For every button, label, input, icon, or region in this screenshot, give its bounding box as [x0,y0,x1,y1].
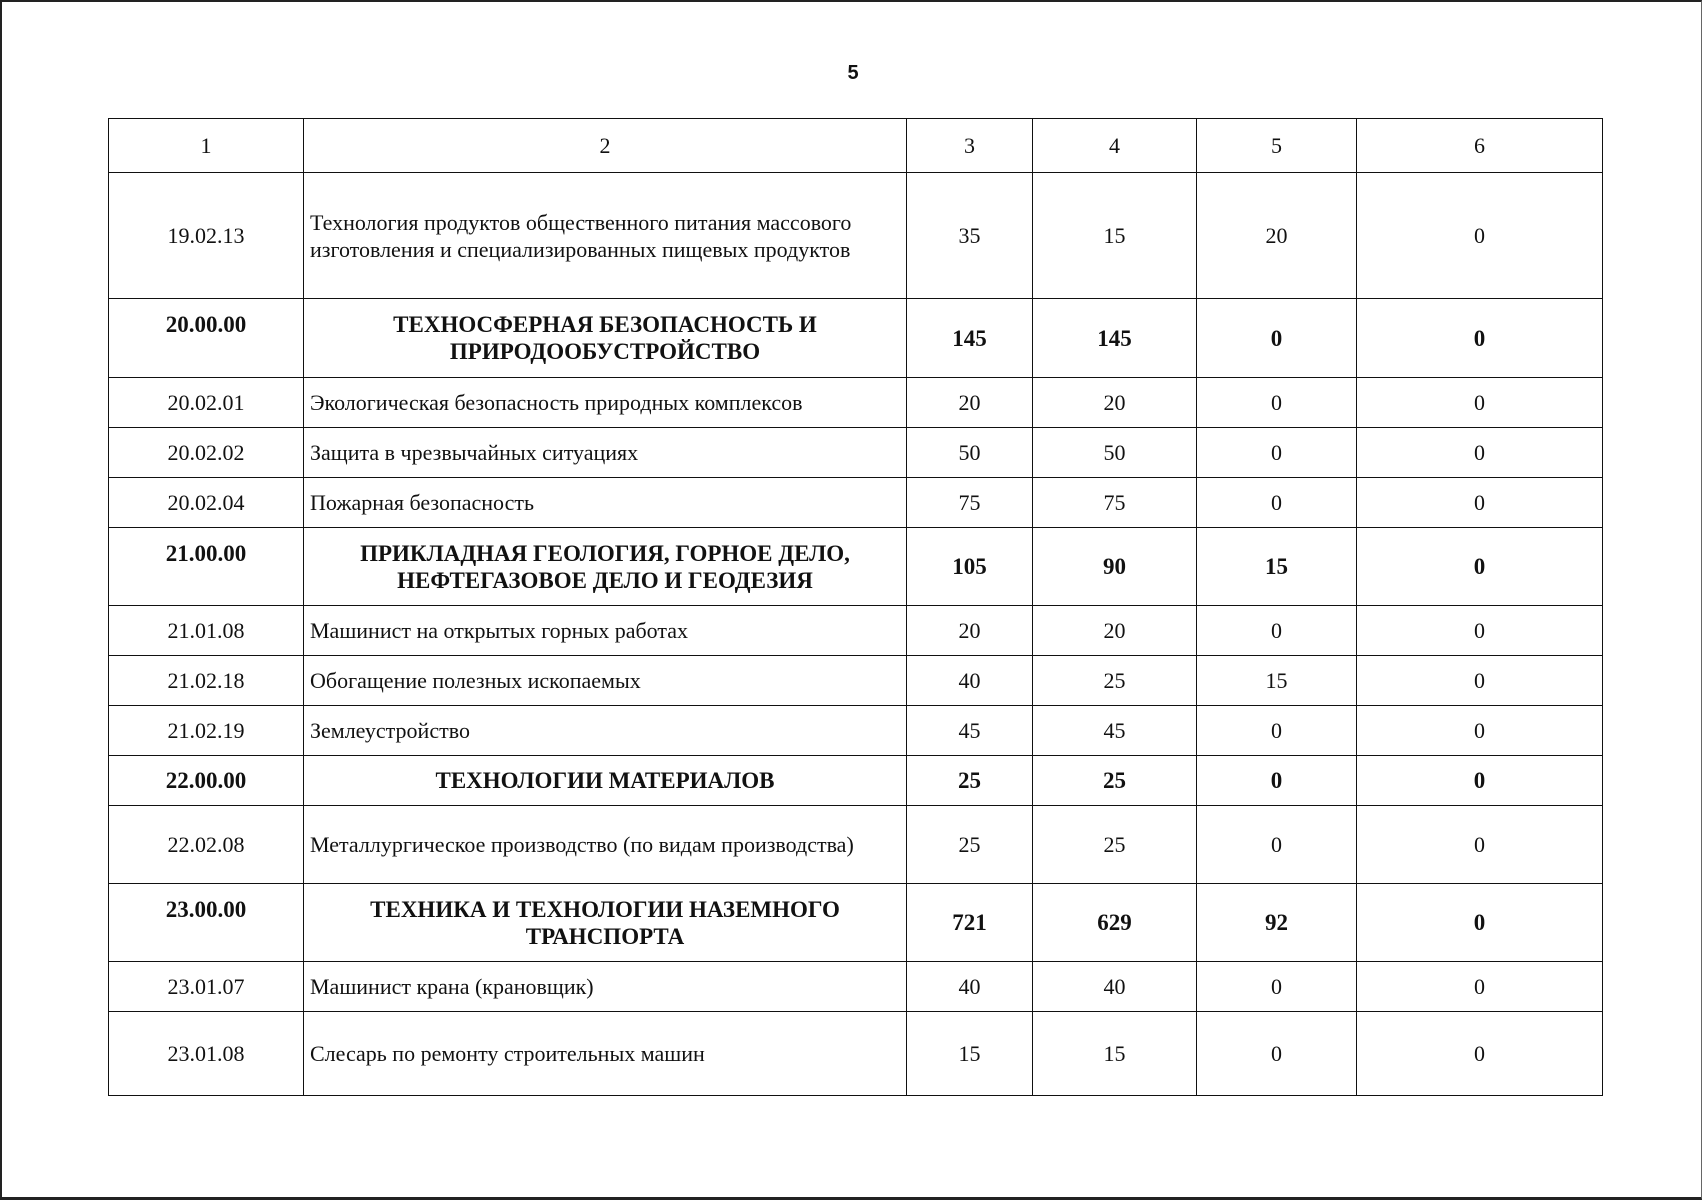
code-cell: 20.00.00 [109,299,304,378]
value-cell: 0 [1357,378,1603,428]
name-cell: Металлургическое производство (по видам производства) [304,806,907,884]
header-cell: 1 [109,119,304,173]
value-cell: 0 [1357,478,1603,528]
value-cell: 50 [1033,428,1197,478]
section-row [109,299,1603,378]
table-header-row [109,119,1603,173]
value-cell: 0 [1197,478,1357,528]
code-cell: 19.02.13 [109,173,304,299]
value-cell: 15 [1197,528,1357,606]
name-cell: Землеустройство [304,706,907,756]
value-cell: 0 [1357,962,1603,1012]
code-cell: 21.00.00 [109,528,304,606]
code-cell: 20.02.04 [109,478,304,528]
table-row [109,706,1603,756]
code-cell: 22.00.00 [109,756,304,806]
table-row [109,428,1603,478]
table-row [109,962,1603,1012]
value-cell: 20 [1033,606,1197,656]
value-cell: 25 [1033,806,1197,884]
value-cell: 105 [907,528,1033,606]
code-cell: 21.02.19 [109,706,304,756]
value-cell: 25 [1033,656,1197,706]
name-cell: Обогащение полезных ископаемых [304,656,907,706]
code-cell: 21.02.18 [109,656,304,706]
value-cell: 0 [1357,299,1603,378]
value-cell: 0 [1357,884,1603,962]
value-cell: 25 [907,756,1033,806]
value-cell: 40 [907,656,1033,706]
value-cell: 0 [1357,706,1603,756]
code-cell: 22.02.08 [109,806,304,884]
table-row [109,1012,1603,1096]
value-cell: 0 [1197,428,1357,478]
value-cell: 20 [1197,173,1357,299]
code-cell: 23.01.07 [109,962,304,1012]
value-cell: 15 [1033,1012,1197,1096]
value-cell: 15 [1197,656,1357,706]
value-cell: 0 [1357,606,1603,656]
name-cell: Машинист на открытых горных работах [304,606,907,656]
value-cell: 0 [1357,756,1603,806]
header-cell: 3 [907,119,1033,173]
page-number: 5 [847,62,859,84]
name-cell: ТЕХНИКА И ТЕХНОЛОГИИ НАЗЕМНОГО ТРАНСПОРТА [304,884,907,962]
name-cell: Технология продуктов общественного питания массового изготовления и специализированных пищевых продуктов [304,173,907,299]
value-cell: 145 [907,299,1033,378]
value-cell: 0 [1197,706,1357,756]
value-cell: 0 [1357,656,1603,706]
table-row [109,478,1603,528]
value-cell: 25 [1033,756,1197,806]
value-cell: 0 [1197,378,1357,428]
value-cell: 92 [1197,884,1357,962]
table-row [109,656,1603,706]
header-cell: 2 [304,119,907,173]
header-cell: 4 [1033,119,1197,173]
code-cell: 21.01.08 [109,606,304,656]
value-cell: 0 [1357,806,1603,884]
code-cell: 23.00.00 [109,884,304,962]
value-cell: 20 [1033,378,1197,428]
name-cell: Защита в чрезвычайных ситуациях [304,428,907,478]
header-cell: 6 [1357,119,1603,173]
value-cell: 50 [907,428,1033,478]
value-cell: 35 [907,173,1033,299]
header-cell: 5 [1197,119,1357,173]
value-cell: 629 [1033,884,1197,962]
name-cell: ТЕХНОСФЕРНАЯ БЕЗОПАСНОСТЬ И ПРИРОДООБУСТРОЙСТВО [304,299,907,378]
value-cell: 75 [1033,478,1197,528]
value-cell: 0 [1357,528,1603,606]
value-cell: 20 [907,606,1033,656]
name-cell: ТЕХНОЛОГИИ МАТЕРИАЛОВ [304,756,907,806]
value-cell: 0 [1357,428,1603,478]
table-row [109,378,1603,428]
allocation-table [108,118,1603,1096]
value-cell: 0 [1197,1012,1357,1096]
value-cell: 0 [1197,962,1357,1012]
value-cell: 721 [907,884,1033,962]
value-cell: 40 [907,962,1033,1012]
table-row [109,806,1603,884]
table-row [109,606,1603,656]
value-cell: 145 [1033,299,1197,378]
section-row [109,756,1603,806]
value-cell: 90 [1033,528,1197,606]
value-cell: 20 [907,378,1033,428]
name-cell: Экологическая безопасность природных комплексов [304,378,907,428]
code-cell: 20.02.01 [109,378,304,428]
name-cell: Слесарь по ремонту строительных машин [304,1012,907,1096]
value-cell: 15 [907,1012,1033,1096]
value-cell: 75 [907,478,1033,528]
value-cell: 0 [1197,299,1357,378]
section-row [109,884,1603,962]
name-cell: ПРИКЛАДНАЯ ГЕОЛОГИЯ, ГОРНОЕ ДЕЛО, НЕФТЕГАЗОВОЕ ДЕЛО И ГЕОДЕЗИЯ [304,528,907,606]
code-cell: 20.02.02 [109,428,304,478]
value-cell: 0 [1197,756,1357,806]
value-cell: 0 [1357,173,1603,299]
section-row [109,528,1603,606]
value-cell: 45 [1033,706,1197,756]
value-cell: 25 [907,806,1033,884]
name-cell: Пожарная безопасность [304,478,907,528]
value-cell: 0 [1197,806,1357,884]
code-cell: 23.01.08 [109,1012,304,1096]
value-cell: 15 [1033,173,1197,299]
value-cell: 0 [1357,1012,1603,1096]
value-cell: 45 [907,706,1033,756]
name-cell: Машинист крана (крановщик) [304,962,907,1012]
value-cell: 0 [1197,606,1357,656]
table-row [109,173,1603,299]
value-cell: 40 [1033,962,1197,1012]
